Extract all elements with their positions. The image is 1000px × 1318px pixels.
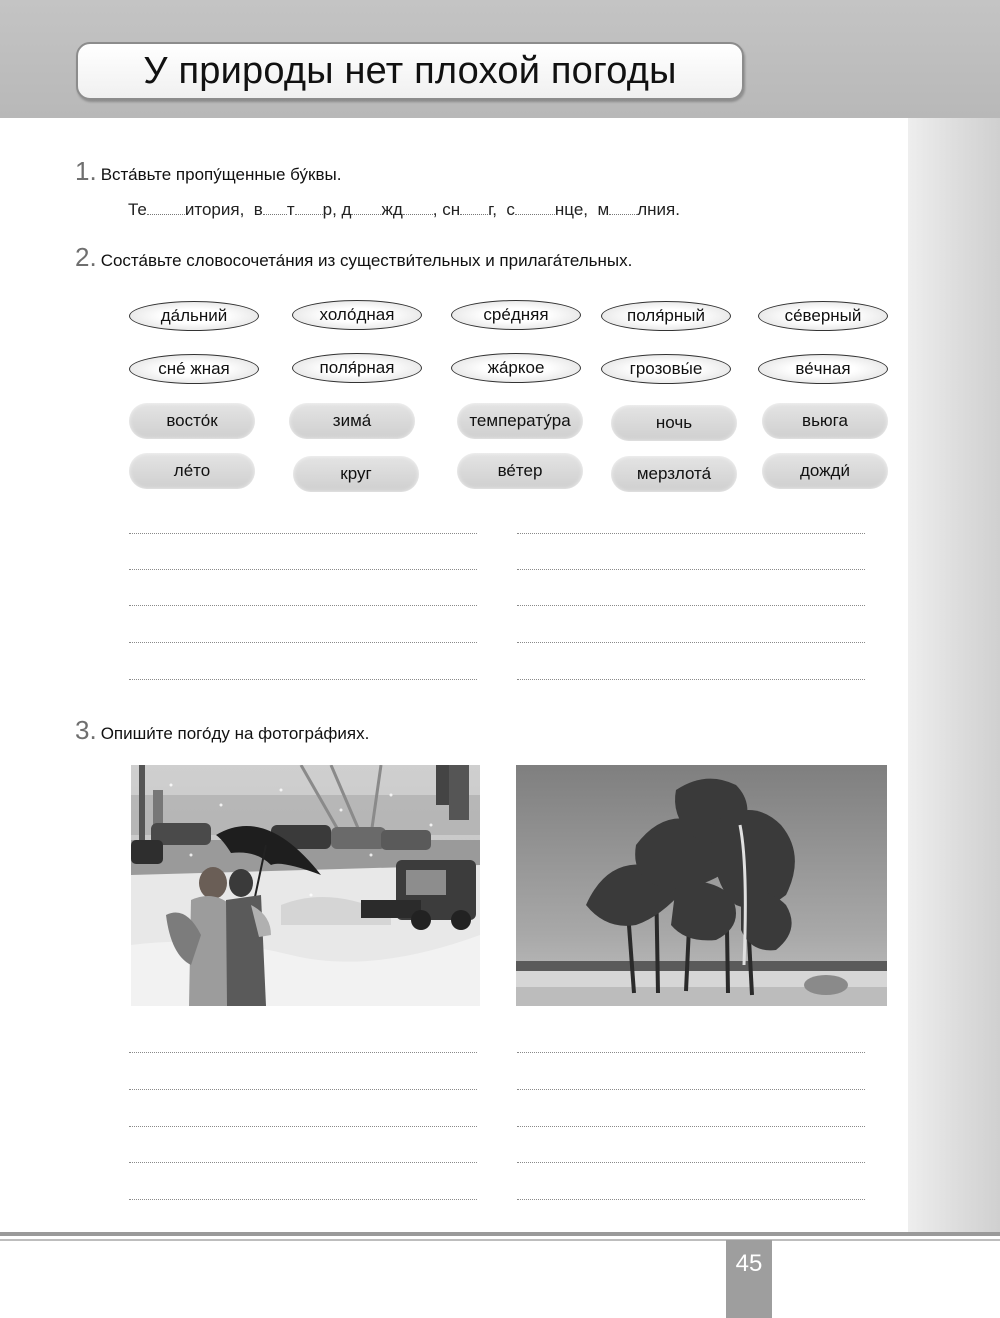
page-title: У природы нет плохой погоды	[143, 49, 677, 92]
adjective-oval[interactable]: поля́рный	[601, 301, 731, 331]
gap-fragment: ,	[432, 200, 438, 219]
gap-fragment: жд	[381, 200, 403, 219]
gap-fragment: нце,	[554, 200, 589, 219]
adjective-oval[interactable]: сре́дняя	[451, 300, 581, 330]
writing-line[interactable]	[517, 1052, 865, 1053]
writing-line[interactable]	[517, 1089, 865, 1090]
gap-fragment: р,	[322, 200, 337, 219]
noun-pill[interactable]: ле́то	[129, 453, 255, 489]
gap-words-line	[128, 200, 680, 220]
noun-pill[interactable]: мерзлота́	[611, 456, 737, 492]
adjective-oval[interactable]: поля́рная	[292, 353, 422, 383]
writing-line[interactable]	[129, 1126, 477, 1127]
page-number: 45	[735, 1250, 763, 1277]
writing-line[interactable]	[129, 533, 477, 534]
task-2	[75, 242, 632, 273]
task-2-number: 2.	[75, 242, 97, 272]
adjective-oval[interactable]: да́льний	[129, 301, 259, 331]
letter-blank[interactable]	[351, 200, 381, 215]
pine-trees-field-icon	[516, 765, 887, 1006]
noun-pill[interactable]: восто́к	[129, 403, 255, 439]
writing-line[interactable]	[129, 679, 477, 680]
task-3-instruction: Опиши́те пого́ду на фотогра́фиях.	[100, 724, 370, 743]
noun-pill[interactable]: вьюга	[762, 403, 888, 439]
adjective-oval[interactable]: ве́чная	[758, 354, 888, 384]
photo-pine-trees	[516, 765, 887, 1006]
noun-pill[interactable]: ве́тер	[457, 453, 583, 489]
task-1-instruction: Вста́вьте пропу́щенные бу́квы.	[100, 165, 342, 184]
writing-line[interactable]	[517, 1126, 865, 1127]
letter-blank[interactable]	[147, 200, 185, 215]
noun-pill[interactable]: круг	[293, 456, 419, 492]
gap-fragment: д	[341, 200, 352, 219]
letter-blank[interactable]	[460, 200, 488, 215]
adjective-oval[interactable]: грозовы́е	[601, 354, 731, 384]
noun-pill[interactable]: зима́	[289, 403, 415, 439]
gap-fragment: м	[597, 200, 610, 219]
title-box	[76, 42, 744, 100]
gap-fragment: г,	[488, 200, 497, 219]
gap-fragment: т	[286, 200, 295, 219]
writing-line[interactable]	[129, 1052, 477, 1053]
writing-line[interactable]	[129, 569, 477, 570]
noun-pill[interactable]: ночь	[611, 405, 737, 441]
writing-line[interactable]	[517, 679, 865, 680]
adjective-oval[interactable]: жа́ркое	[451, 353, 581, 383]
letter-blank[interactable]	[263, 200, 287, 215]
snowy-street-umbrella-icon	[131, 765, 480, 1006]
task-2-instruction: Соста́вьте словосочета́ния из существи́тельных и прилага́тельных.	[100, 251, 633, 270]
task-1-number: 1.	[75, 156, 97, 186]
task-3-number: 3.	[75, 715, 97, 745]
writing-line[interactable]	[129, 1199, 477, 1200]
writing-line[interactable]	[517, 605, 865, 606]
footer-rule	[0, 1232, 1000, 1236]
task-1	[75, 156, 341, 187]
noun-pill[interactable]: дожди́	[762, 453, 888, 489]
footer-rule-thin	[0, 1239, 1000, 1241]
gap-fragment: итория,	[184, 200, 245, 219]
writing-line[interactable]	[517, 642, 865, 643]
writing-line[interactable]	[129, 642, 477, 643]
photo-snowy-street	[131, 765, 480, 1006]
letter-blank[interactable]	[403, 200, 433, 215]
letter-blank[interactable]	[515, 200, 555, 215]
adjective-oval[interactable]: холо́дная	[292, 300, 422, 330]
letter-blank[interactable]	[609, 200, 637, 215]
gap-fragment: Те	[128, 200, 147, 219]
right-margin-strip	[908, 118, 1000, 1232]
writing-line[interactable]	[517, 533, 865, 534]
writing-line[interactable]	[129, 1162, 477, 1163]
gap-fragment: с	[506, 200, 515, 219]
letter-blank[interactable]	[295, 200, 323, 215]
writing-line[interactable]	[517, 1162, 865, 1163]
writing-line[interactable]	[129, 1089, 477, 1090]
writing-line[interactable]	[517, 569, 865, 570]
writing-line[interactable]	[129, 605, 477, 606]
task-3	[75, 715, 369, 746]
gap-fragment: сн	[442, 200, 461, 219]
page-number-box	[726, 1240, 772, 1318]
noun-pill[interactable]: температу́ра	[457, 403, 583, 439]
adjective-oval[interactable]: се́верный	[758, 301, 888, 331]
adjective-oval[interactable]: снé жная	[129, 354, 259, 384]
writing-line[interactable]	[517, 1199, 865, 1200]
gap-fragment: в	[253, 200, 263, 219]
gap-fragment: лния.	[637, 200, 680, 219]
